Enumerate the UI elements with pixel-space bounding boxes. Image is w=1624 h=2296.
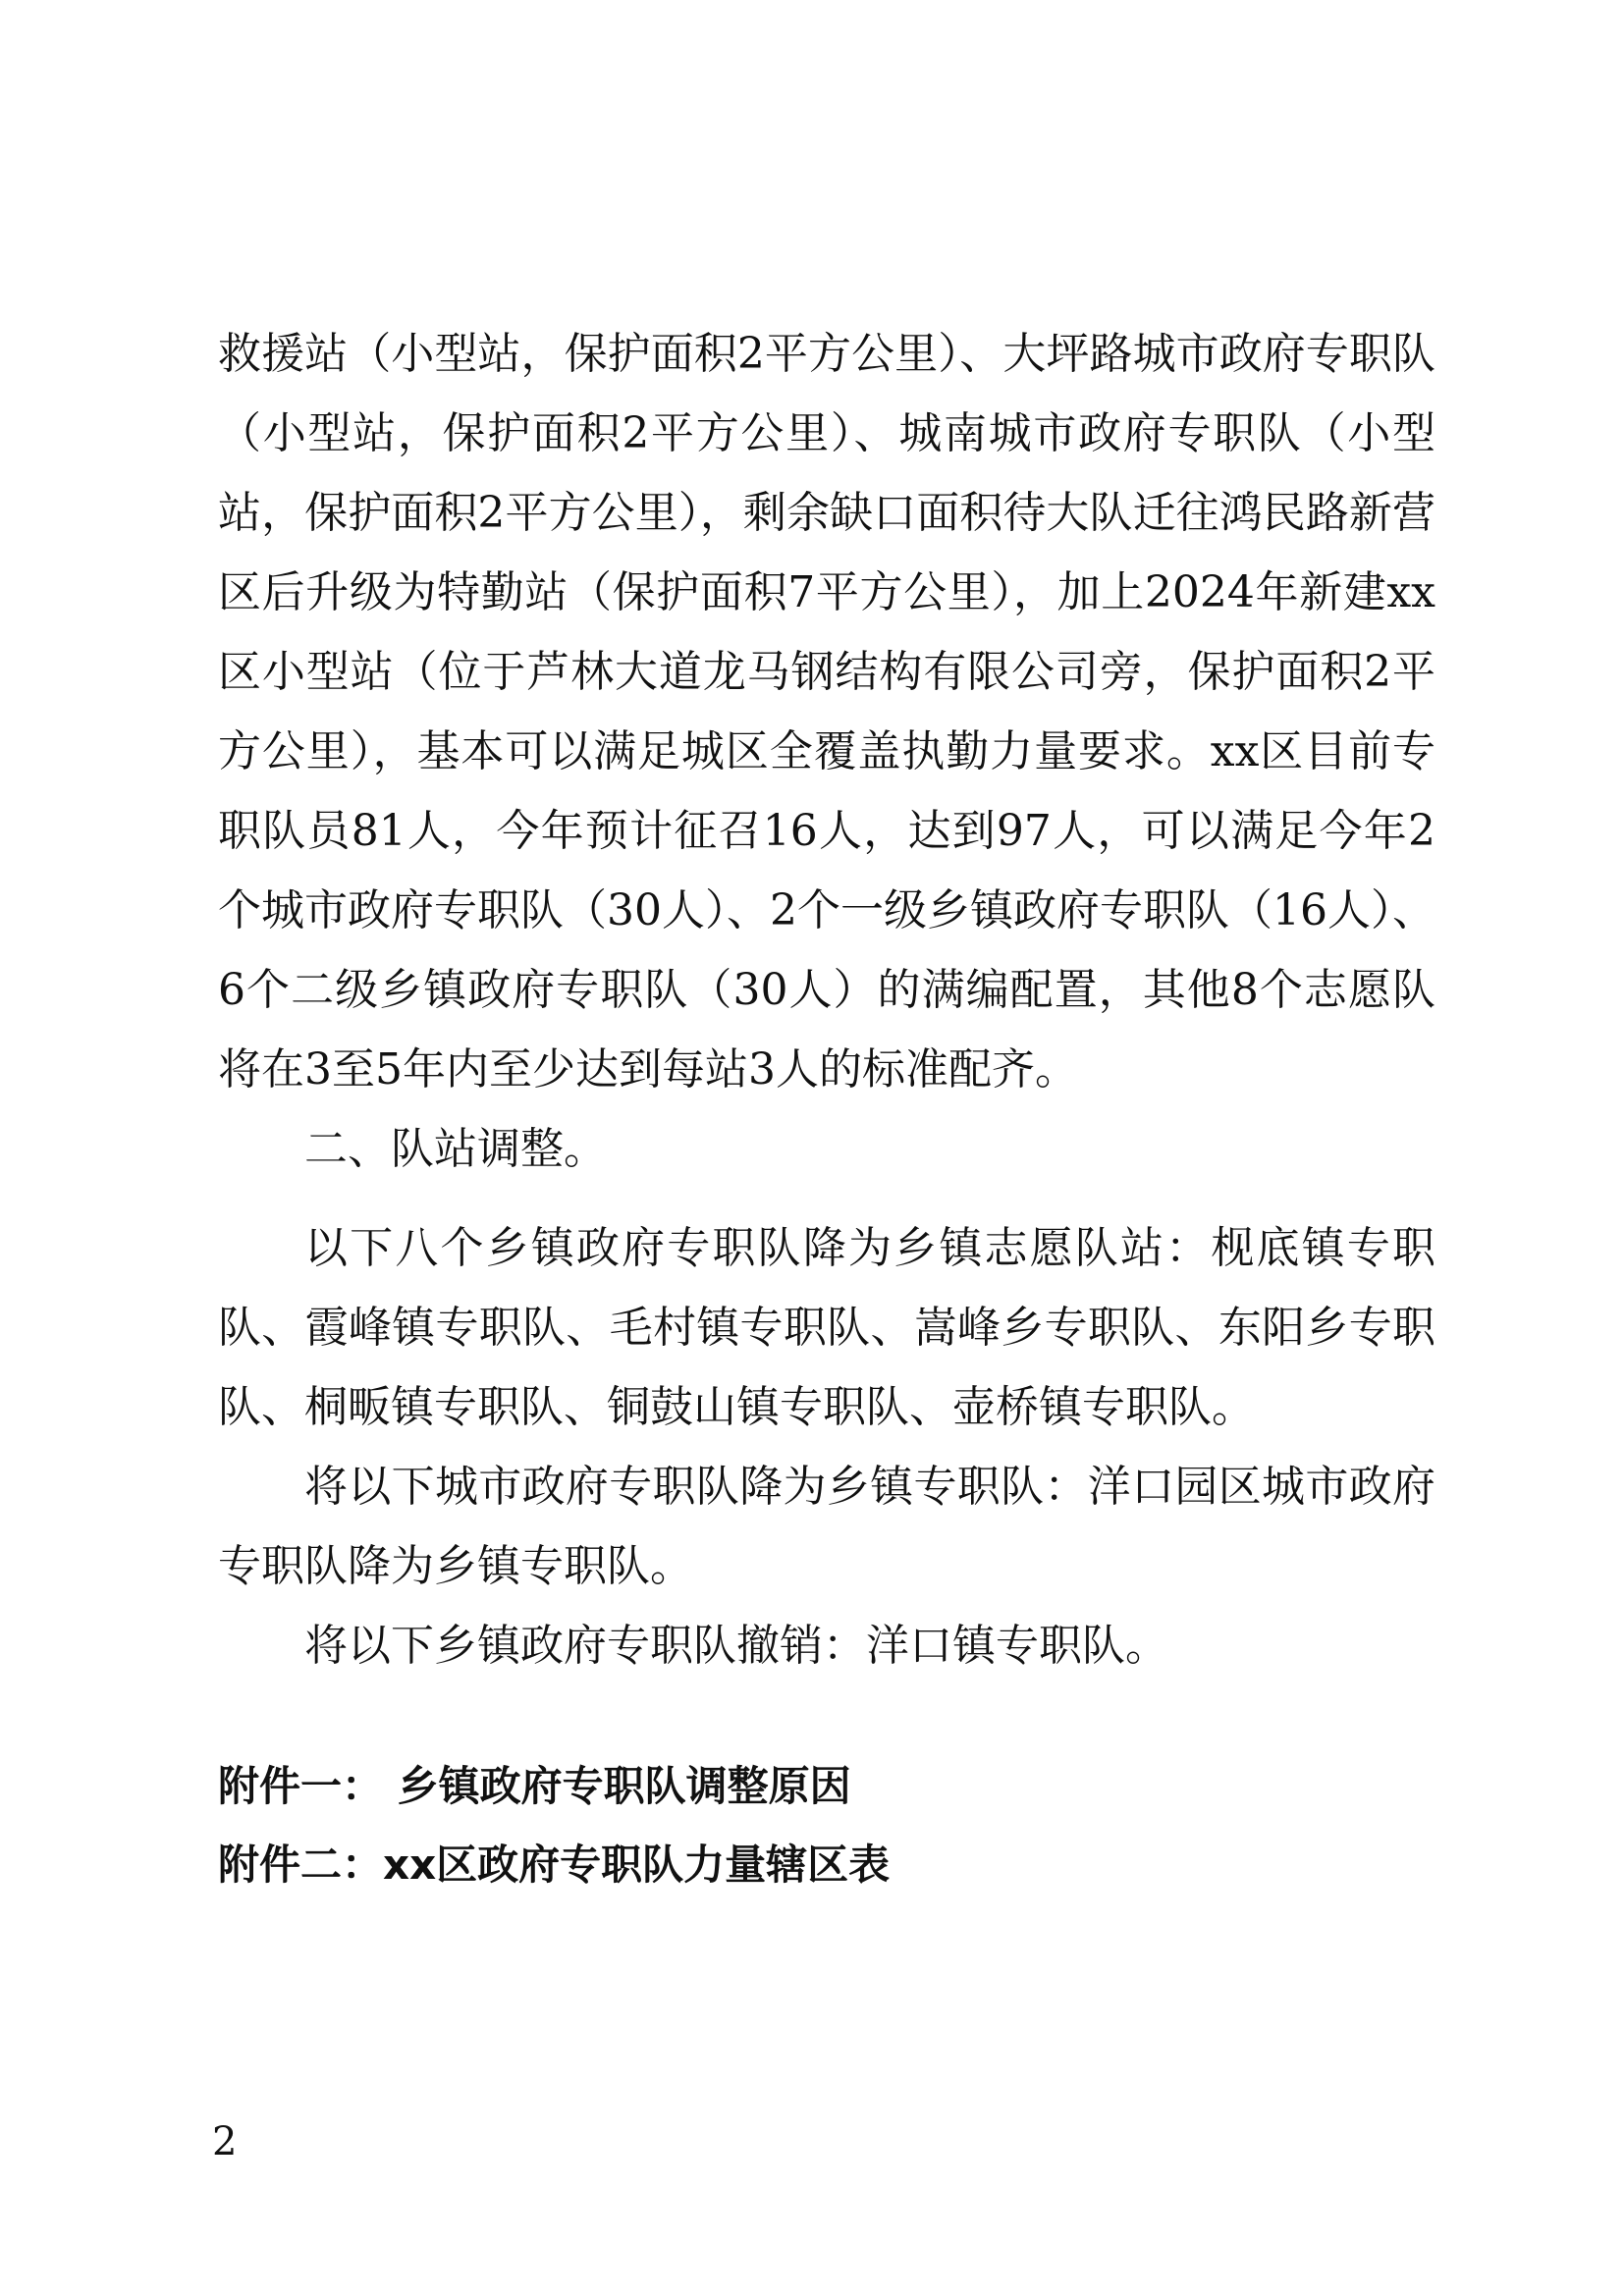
attachment-1: 附件一： 乡镇政府专职队调整原因 <box>218 1762 851 1810</box>
paragraph-downgrade-city-team: 将以下城市政府专职队降为乡镇专职队：洋口园区城市政府专职队降为乡镇专职队。 <box>218 1462 1435 1591</box>
section-heading: 二、队站调整。 <box>304 1124 607 1174</box>
paragraph-continuation: 救援站（小型站，保护面积2平方公里）、大坪路城市政府专职队（小型站，保护面积2平方公里）、城南城市政府专职队（小型站，保护面积2平方公里），剩余缺口面积待大队迁往鸿民路新营区后升级为特勤站（保护面积7平方公里），加上2024年新建xx区小型站（位于芦林大道龙马钢结构有限公司旁，保护面积2平方公里），基本可以满足城区全覆盖执勤力量要求。xx区目前专职队员81人，今年预计征召16人，达到97人，可以满足今年2个城市政府专职队（30人）、2个一级乡镇政府专职队（16人）、6个二级乡镇政府专职队（30人）的满编配置，其他8个志愿队将在3至5年内至少达到每站3人的标准配齐。 <box>218 329 1435 1095</box>
page-number: 2 <box>212 2119 238 2164</box>
paragraph-revoke-team: 将以下乡镇政府专职队撤销：洋口镇专职队。 <box>304 1621 1168 1671</box>
body-text <box>218 314 1435 1685</box>
attachment-2: 附件二：xx区政府专职队力量辖区表 <box>218 1841 891 1889</box>
paragraph-downgrade-township-teams: 以下八个乡镇政府专职队降为乡镇志愿队站：枧底镇专职队、霞峰镇专职队、毛村镇专职队、嵩峰乡专职队、东阳乡专职队、桐畈镇专职队、铜鼓山镇专职队、壶桥镇专职队。 <box>218 1223 1435 1432</box>
attachments-list <box>218 1747 1435 1904</box>
